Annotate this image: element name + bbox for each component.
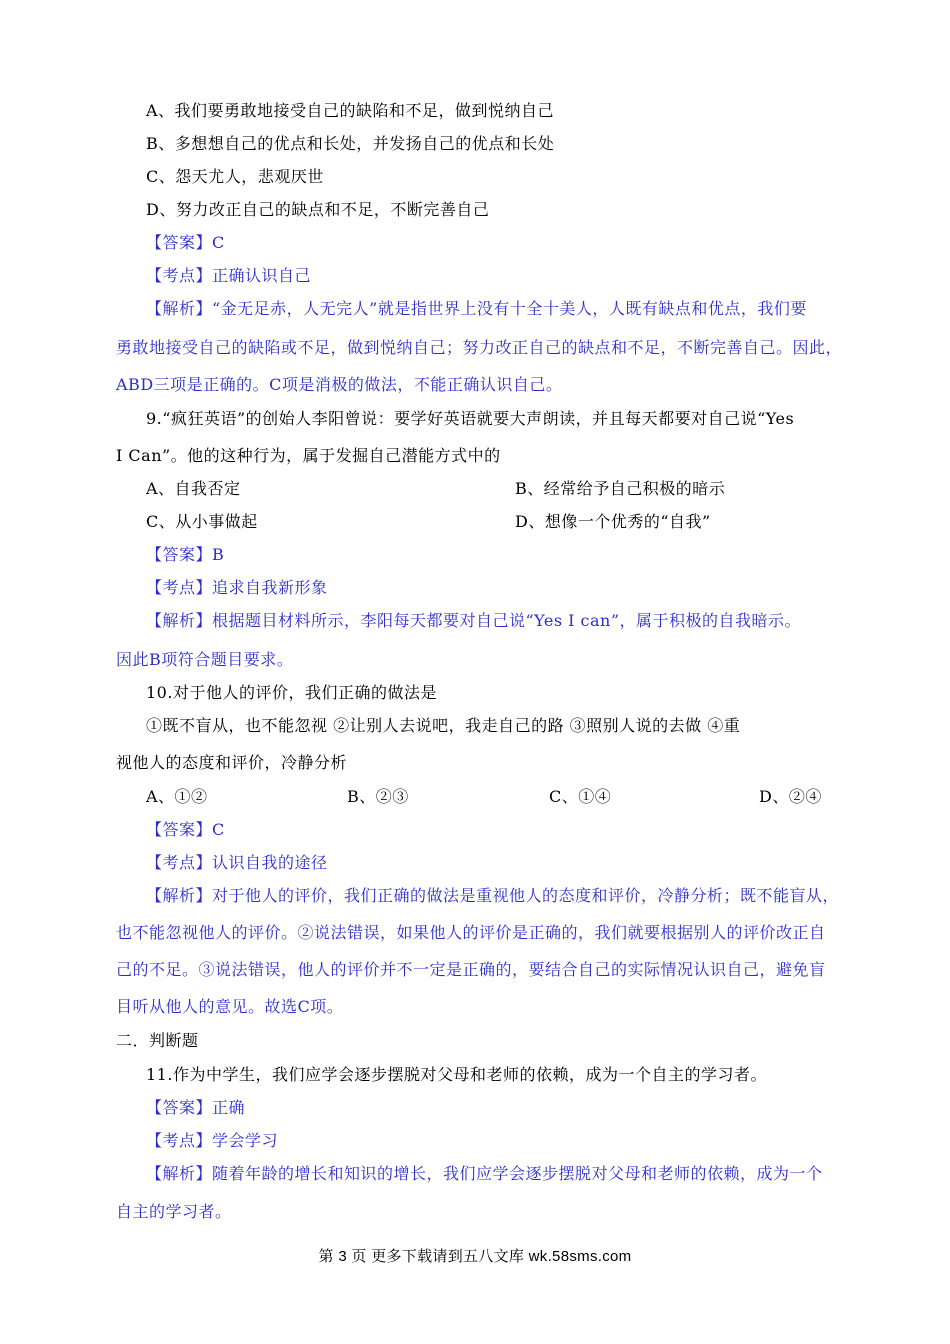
q10-option-c: C、①④ bbox=[549, 787, 612, 806]
q9-analysis-line-2: 因此B项符合题目要求。 bbox=[116, 650, 294, 669]
q10-analysis-line-3: 己的不足。③说法错误，他人的评价并不一定是正确的，要结合自己的实际情况认识自己，避免盲 bbox=[116, 960, 826, 979]
q9-option-d: D、想像一个优秀的“自我” bbox=[515, 512, 711, 531]
q8-analysis-line-2: 勇敢地接受自己的缺陷或不足，做到悦纳自己；努力改正自己的缺点和不足，不断完善自己。因此， bbox=[116, 338, 843, 357]
page-footer: 第 3 页 更多下载请到五八文库 wk.58sms.com bbox=[318, 1248, 632, 1265]
q11-point: 【考点】学会学习 bbox=[146, 1131, 279, 1150]
q8-analysis-line-1: 【解析】“金无足赤，人无完人”就是指世界上没有十全十美人，人既有缺点和优点，我们要 bbox=[146, 299, 807, 318]
q9-answer: 【答案】B bbox=[146, 545, 225, 564]
q8-option-c: C、怨天尤人，悲观厌世 bbox=[146, 167, 324, 186]
q8-answer: 【答案】C bbox=[146, 233, 225, 252]
q8-option-b: B、多想想自己的优点和长处，并发扬自己的优点和长处 bbox=[146, 134, 555, 153]
q9-option-b: B、经常给予自己积极的暗示 bbox=[515, 479, 726, 498]
q11-stem: 11.作为中学生，我们应学会逐步摆脱对父母和老师的依赖，成为一个自主的学习者。 bbox=[146, 1065, 767, 1084]
q9-point: 【考点】追求自我新形象 bbox=[146, 578, 328, 597]
q10-option-d: D、②④ bbox=[759, 787, 822, 806]
q10-analysis-line-4: 目听从他人的意见。故选C项。 bbox=[116, 997, 344, 1016]
q10-items-line-2: 视他人的态度和评价，冷静分析 bbox=[116, 753, 348, 772]
q11-answer: 【答案】正确 bbox=[146, 1098, 246, 1117]
q10-option-b: B、②③ bbox=[347, 787, 409, 806]
q8-option-a: A、我们要勇敢地接受自己的缺陷和不足，做到悦纳自己 bbox=[146, 101, 555, 120]
q8-option-d: D、努力改正自己的缺点和不足，不断完善自己 bbox=[146, 200, 490, 219]
q9-stem-line-1: 9.“疯狂英语”的创始人李阳曾说：要学好英语就要大声朗读，并且每天都要对自己说“Yes bbox=[146, 409, 795, 428]
q10-option-a: A、①② bbox=[146, 787, 208, 806]
q9-analysis-line-1: 【解析】根据题目材料所示，李阳每天都要对自己说“Yes I can”，属于积极的自我暗示。 bbox=[146, 611, 802, 630]
q10-answer: 【答案】C bbox=[146, 820, 225, 839]
q8-analysis-line-3: ABD三项是正确的。C项是消极的做法，不能正确认识自己。 bbox=[116, 375, 563, 394]
q11-analysis-line-2: 自主的学习者。 bbox=[116, 1202, 232, 1221]
q10-point: 【考点】认识自我的途径 bbox=[146, 853, 328, 872]
q10-stem: 10.对于他人的评价，我们正确的做法是 bbox=[146, 683, 437, 702]
q10-analysis-line-1: 【解析】对于他人的评价，我们正确的做法是重视他人的态度和评价，冷静分析；既不能盲从， bbox=[146, 886, 840, 905]
q10-analysis-line-2: 也不能忽视他人的评价。②说法错误，如果他人的评价是正确的，我们就要根据别人的评价改正自 bbox=[116, 923, 826, 942]
q9-option-c: C、从小事做起 bbox=[146, 512, 258, 531]
q8-point: 【考点】正确认识自己 bbox=[146, 266, 312, 285]
q11-analysis-line-1: 【解析】随着年龄的增长和知识的增长，我们应学会逐步摆脱对父母和老师的依赖，成为一个 bbox=[146, 1164, 823, 1183]
section-title: 二．判断题 bbox=[116, 1031, 199, 1050]
q10-items-line-1: ①既不盲从，也不能忽视 ②让别人去说吧，我走自己的路 ③照别人说的去做 ④重 bbox=[146, 716, 741, 735]
q9-option-a: A、自我否定 bbox=[146, 479, 241, 498]
q9-stem-line-2: I Can”。他的这种行为，属于发掘自己潜能方式中的 bbox=[116, 446, 501, 465]
